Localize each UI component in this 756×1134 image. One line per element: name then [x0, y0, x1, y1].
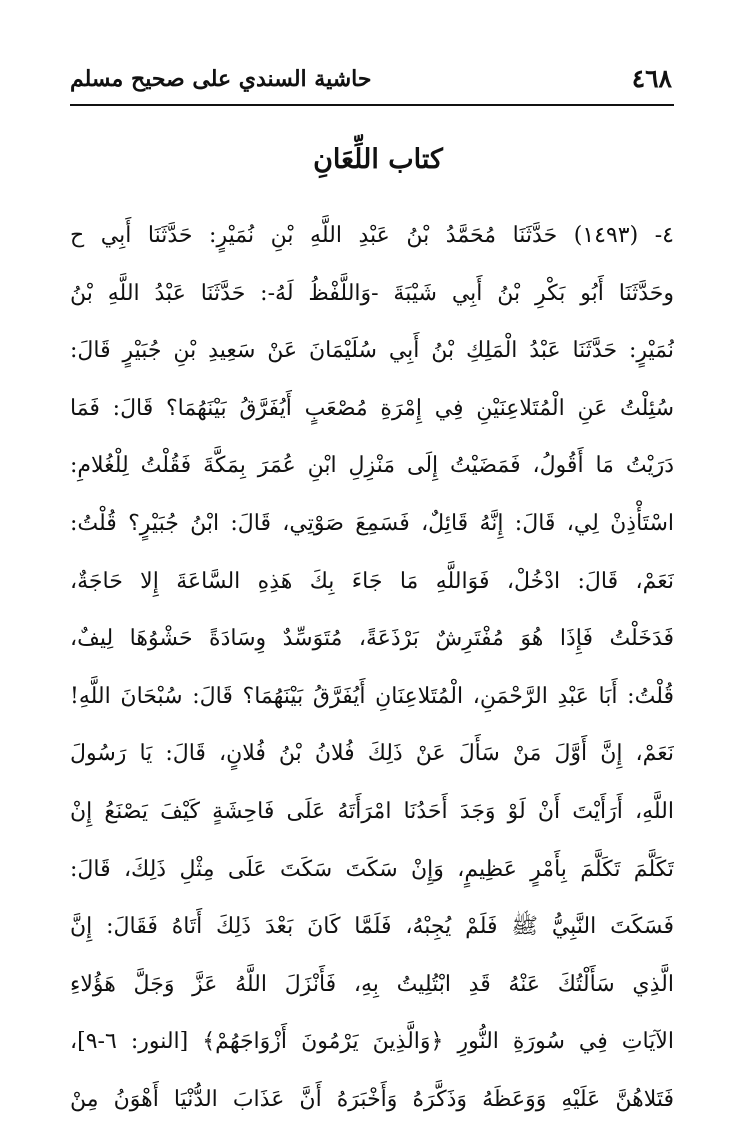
text-line: قُلْتُ: أَبَا عَبْدِ الرَّحْمَنِ، الْمُتَلاعِنَانِ أَيُفَرَّقُ بَيْنَهُمَا؟ قَالَ: سُبْحَانَ اللَّهِ!	[70, 683, 674, 709]
text-line: وحَدَّثَنَا أَبُو بَكْرِ بْنُ أَبِي شَيْبَةَ -وَاللَّفْظُ لَهُ-: حَدَّثَنَا عَبْدُ اللَّهِ بْنُ	[70, 280, 674, 306]
text-line: ٤- (١٤٩٣) حَدَّثَنَا مُحَمَّدُ بْنُ عَبْدِ اللَّهِ بْنِ نُمَيْرٍ: حَدَّثَنَا أَبِي ح	[70, 223, 674, 248]
text-line: اسْتَأْذِنْ لِي، قَالَ: إِنَّهُ قَائِلٌ، فَسَمِعَ صَوْتِي، قَالَ: ابْنُ جُبَيْرٍ؟ قُلْتُ:	[70, 510, 674, 536]
hadith-text	[70, 212, 674, 1134]
page-header	[70, 62, 672, 100]
running-title: حاشية السندي على صحيح مسلم	[70, 66, 372, 92]
text-line: سُئِلْتُ عَنِ الْمُتَلاعِنَيْنِ فِي إِمْرَةِ مُصْعَبٍ أَيُفَرَّقُ بَيْنَهُمَا؟ قَالَ: فَمَا	[70, 395, 674, 421]
text-line: فَدَخَلْتُ فَإِذَا هُوَ مُفْتَرِشٌ بَرْذَعَةً، مُتَوَسِّدٌ وِسَادَةً حَشْوُهَا لِيفٌ،	[70, 626, 674, 652]
text-line: الآيَاتِ فِي سُورَةِ النُّورِ ﴿وَالَّذِينَ يَرْمُونَ أَزْوَاجَهُمْ﴾ [النور: ٦-٩]،	[70, 1029, 674, 1055]
text-line: الَّذِي سَأَلْتُكَ عَنْهُ قَدِ ابْتُلِيتُ بِهِ، فَأَنْزَلَ اللَّهُ عَزَّ وَجَلَّ هَؤُلاءِ	[70, 971, 674, 997]
text-line: دَرَيْتُ مَا أَقُولُ، فَمَضَيْتُ إِلَى مَنْزِلِ ابْنِ عُمَرَ بِمَكَّةَ فَقُلْتُ لِلْغُلامِ:	[70, 453, 674, 479]
text-line: اللَّهِ، أَرَأَيْتَ أَنْ لَوْ وَجَدَ أَحَدُنَا امْرَأَتَهُ عَلَى فَاحِشَةٍ كَيْفَ يَصْنَعُ إِنْ	[70, 798, 674, 824]
header-divider	[70, 104, 674, 106]
text-line: نَعَمْ، قَالَ: ادْخُلْ، فَوَاللَّهِ مَا جَاءَ بِكَ هَذِهِ السَّاعَةَ إِلا حَاجَةٌ،	[70, 568, 674, 594]
text-line: فَسَكَتَ النَّبِيُّ ﷺ فَلَمْ يُجِبْهُ، فَلَمَّا كَانَ بَعْدَ ذَلِكَ أَتَاهُ فَقَالَ: إِنَّ	[70, 914, 674, 940]
text-line: فَتَلاهُنَّ عَلَيْهِ وَوَعَظَهُ وَذَكَّرَهُ وَأَخْبَرَهُ أَنَّ عَذَابَ الدُّنْيَا أَهْوَنُ مِنْ	[70, 1086, 674, 1112]
text-line: نُمَيْرٍ: حَدَّثَنَا عَبْدُ الْمَلِكِ بْنُ أَبِي سُلَيْمَانَ عَنْ سَعِيدِ بْنِ جُبَيْرٍ قَالَ:	[70, 338, 674, 364]
chapter-title: كتاب اللِّعَانِ	[313, 144, 443, 175]
text-line: نَعَمْ، إِنَّ أَوَّلَ مَنْ سَأَلَ عَنْ ذَلِكَ فُلانُ بْنُ فُلانٍ، قَالَ: يَا رَسُولَ	[70, 741, 674, 767]
page-number: ٤٦٨	[631, 64, 672, 93]
text-line: تَكَلَّمَ تَكَلَّمَ بِأَمْرٍ عَظِيمٍ، وَإِنْ سَكَتَ سَكَتَ عَلَى مِثْلِ ذَلِكَ، قَالَ:	[70, 856, 674, 882]
